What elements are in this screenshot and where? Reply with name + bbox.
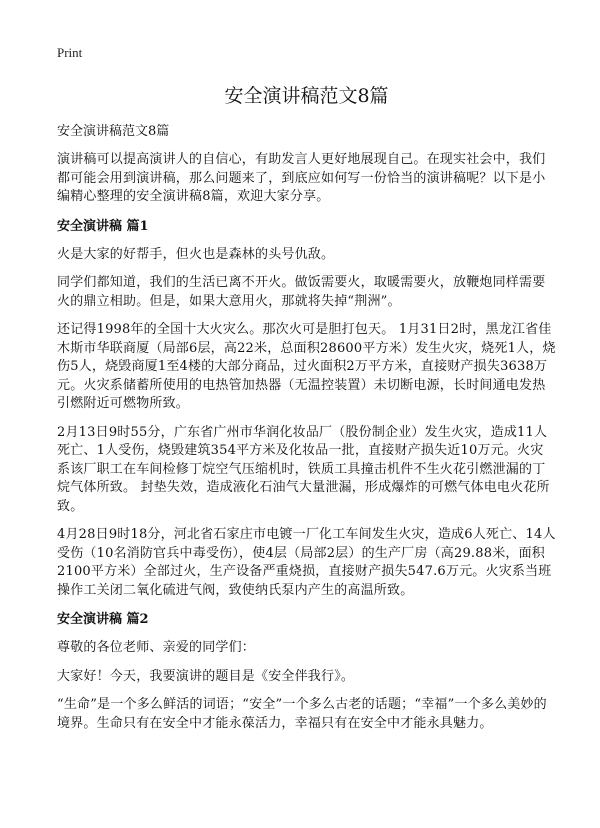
- section-1-paragraph-5: 4月28日9时18分，河北省石家庄市电镀一厂化工车间发生火灾，造成6人死亡、14人受伤（10名消防官兵中毒受伤），使4层（局部2层）的生产厂房（高29.88米，面积2100平方米）全部过火，生产设备严重烧损，直接财产损失547.6万元。火灾系当班操作工关闭二氧化硫进气阀，致使纳氏泵内产生的高温所致。: [57, 527, 556, 598]
- section-2-paragraph-3: “生命”是一个多么鲜活的词语；“安全”一个多么古老的话题；“幸福”一个多么美妙的境界。生命只有在安全中才能永葆活力，幸福只有在安全中才能永具魅力。: [57, 697, 547, 731]
- section-1-paragraph-4: 2月13日9时55分，广东省广州市华润化妆品厂（股份制企业）发生火灾，造成11人死亡、1人受伤，烧毁建筑354平方米及化妆品一批，直接财产损失近10万元。火灾系该厂职工在车间检修丁烷空气压缩机时，铁质工具撞击机件不生火花引燃泄漏的丁烷气体所致。 封垫失效，造成液化石油气大量泄漏，形成爆炸的可燃气体电电火花所致。: [57, 424, 550, 514]
- section-heading-1: 安全演讲稿 篇1: [57, 218, 149, 234]
- page-title: 安全演讲稿范文8篇: [224, 85, 389, 107]
- section-2-paragraph-1: 尊敬的各位老师、亲爱的同学们：: [57, 640, 256, 655]
- section-1-paragraph-3: 还记得1998年的全国十大火灾么。那次火可是胆打包天。 1月31日2时，黑龙江省佳木斯市华联商厦（局部6层，高22米，总面积28600平方米）发生火灾，烧死1人，烧伤5人，烧毁商厦1至4楼的大部分商品，过火面积2万平方米，直接财产损失3638万元。火灾系储蓄所使用的电热管加热器（无温控装置）未切断电源，长时间通电发热引燃附近可燃物所致。: [57, 322, 556, 411]
- print-link[interactable]: Print: [57, 45, 83, 60]
- section-1-paragraph-2: 同学们都知道，我们的生活已离不开火。做饭需要火，取暖需要火，放鞭炮同样需要火的鼎立相助。但是，如果大意用火，那就将失掉“荆洲”。: [57, 275, 546, 309]
- section-heading-2: 安全演讲稿 篇2: [57, 612, 149, 627]
- section-1-paragraph-1: 火是大家的好帮手，但火也是森林的头号仇敌。: [57, 246, 335, 262]
- section-2-paragraph-2: 大家好！今天，我要演讲的题目是《安全伴我行》。: [57, 668, 355, 684]
- document-subtitle: 安全演讲稿范文8篇: [57, 124, 170, 139]
- intro-paragraph: 演讲稿可以提高演讲人的自信心，有助发言人更好地展现自己。在现实社会中，我们都可能会用到演讲稿，那么问题来了，到底应如何写一份恰当的演讲稿呢？以下是小编精心整理的安全演讲稿8篇，欢迎大家分享。: [57, 152, 546, 204]
